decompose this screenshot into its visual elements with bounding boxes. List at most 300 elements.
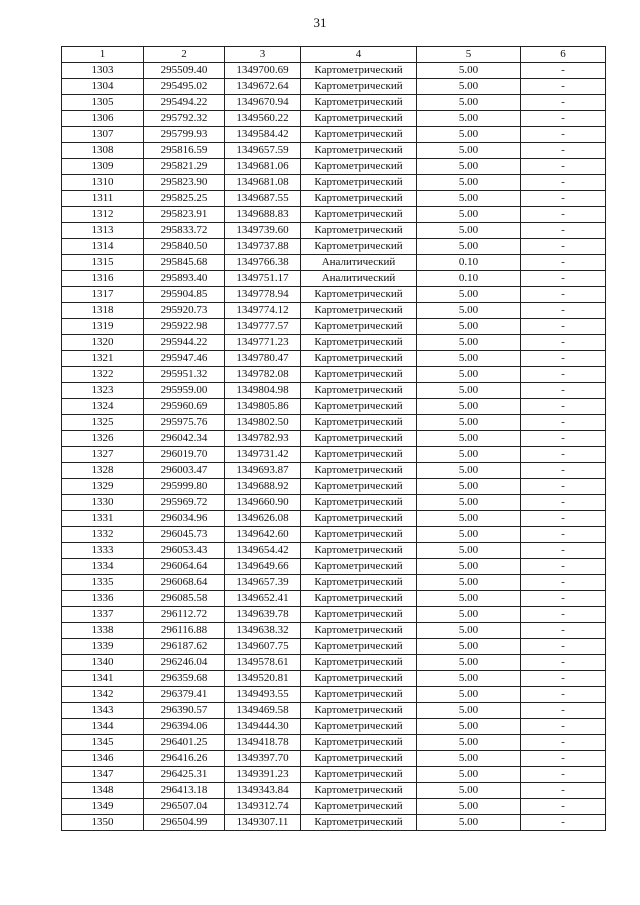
method-cell: Картометрический bbox=[301, 111, 417, 127]
note-cell: - bbox=[521, 495, 606, 511]
table-row bbox=[62, 463, 606, 479]
point-number-cell: 1314 bbox=[62, 239, 144, 255]
x-coordinate-cell: 296003.47 bbox=[144, 463, 225, 479]
note-cell: - bbox=[521, 287, 606, 303]
table-row bbox=[62, 591, 606, 607]
accuracy-cell: 5.00 bbox=[417, 79, 521, 95]
accuracy-cell: 5.00 bbox=[417, 591, 521, 607]
point-number-cell: 1317 bbox=[62, 287, 144, 303]
method-cell: Картометрический bbox=[301, 623, 417, 639]
x-coordinate-cell: 295821.29 bbox=[144, 159, 225, 175]
y-coordinate-cell: 1349751.17 bbox=[225, 271, 301, 287]
method-cell: Картометрический bbox=[301, 751, 417, 767]
point-number-cell: 1334 bbox=[62, 559, 144, 575]
method-cell: Картометрический bbox=[301, 479, 417, 495]
y-coordinate-cell: 1349780.47 bbox=[225, 351, 301, 367]
x-coordinate-cell: 295951.32 bbox=[144, 367, 225, 383]
accuracy-cell: 5.00 bbox=[417, 383, 521, 399]
column-header: 4 bbox=[301, 47, 417, 63]
point-number-cell: 1312 bbox=[62, 207, 144, 223]
x-coordinate-cell: 296413.18 bbox=[144, 783, 225, 799]
point-number-cell: 1348 bbox=[62, 783, 144, 799]
note-cell: - bbox=[521, 511, 606, 527]
note-cell: - bbox=[521, 335, 606, 351]
x-coordinate-cell: 295959.00 bbox=[144, 383, 225, 399]
note-cell: - bbox=[521, 751, 606, 767]
method-cell: Картометрический bbox=[301, 463, 417, 479]
x-coordinate-cell: 295960.69 bbox=[144, 399, 225, 415]
table-row bbox=[62, 671, 606, 687]
method-cell: Картометрический bbox=[301, 63, 417, 79]
x-coordinate-cell: 295833.72 bbox=[144, 223, 225, 239]
method-cell: Картометрический bbox=[301, 431, 417, 447]
accuracy-cell: 5.00 bbox=[417, 815, 521, 831]
table-row bbox=[62, 751, 606, 767]
point-number-cell: 1318 bbox=[62, 303, 144, 319]
method-cell: Картометрический bbox=[301, 351, 417, 367]
accuracy-cell: 5.00 bbox=[417, 607, 521, 623]
note-cell: - bbox=[521, 111, 606, 127]
table-row bbox=[62, 367, 606, 383]
method-cell: Картометрический bbox=[301, 655, 417, 671]
y-coordinate-cell: 1349639.78 bbox=[225, 607, 301, 623]
point-number-cell: 1322 bbox=[62, 367, 144, 383]
point-number-cell: 1345 bbox=[62, 735, 144, 751]
method-cell: Картометрический bbox=[301, 815, 417, 831]
table-row bbox=[62, 239, 606, 255]
y-coordinate-cell: 1349700.69 bbox=[225, 63, 301, 79]
note-cell: - bbox=[521, 175, 606, 191]
method-cell: Картометрический bbox=[301, 399, 417, 415]
y-coordinate-cell: 1349660.90 bbox=[225, 495, 301, 511]
method-cell: Картометрический bbox=[301, 687, 417, 703]
x-coordinate-cell: 295823.91 bbox=[144, 207, 225, 223]
point-number-cell: 1328 bbox=[62, 463, 144, 479]
point-number-cell: 1309 bbox=[62, 159, 144, 175]
point-number-cell: 1303 bbox=[62, 63, 144, 79]
note-cell: - bbox=[521, 767, 606, 783]
x-coordinate-cell: 296401.25 bbox=[144, 735, 225, 751]
method-cell: Картометрический bbox=[301, 703, 417, 719]
method-cell: Картометрический bbox=[301, 527, 417, 543]
note-cell: - bbox=[521, 127, 606, 143]
accuracy-cell: 5.00 bbox=[417, 575, 521, 591]
x-coordinate-cell: 295969.72 bbox=[144, 495, 225, 511]
accuracy-cell: 5.00 bbox=[417, 319, 521, 335]
method-cell: Картометрический bbox=[301, 223, 417, 239]
table-row bbox=[62, 559, 606, 575]
table-row bbox=[62, 255, 606, 271]
accuracy-cell: 0.10 bbox=[417, 271, 521, 287]
point-number-cell: 1349 bbox=[62, 799, 144, 815]
point-number-cell: 1331 bbox=[62, 511, 144, 527]
method-cell: Картометрический bbox=[301, 559, 417, 575]
point-number-cell: 1325 bbox=[62, 415, 144, 431]
accuracy-cell: 5.00 bbox=[417, 447, 521, 463]
x-coordinate-cell: 295893.40 bbox=[144, 271, 225, 287]
x-coordinate-cell: 295904.85 bbox=[144, 287, 225, 303]
y-coordinate-cell: 1349607.75 bbox=[225, 639, 301, 655]
y-coordinate-cell: 1349520.81 bbox=[225, 671, 301, 687]
y-coordinate-cell: 1349771.23 bbox=[225, 335, 301, 351]
note-cell: - bbox=[521, 463, 606, 479]
accuracy-cell: 5.00 bbox=[417, 511, 521, 527]
y-coordinate-cell: 1349657.59 bbox=[225, 143, 301, 159]
x-coordinate-cell: 296394.06 bbox=[144, 719, 225, 735]
x-coordinate-cell: 296379.41 bbox=[144, 687, 225, 703]
x-coordinate-cell: 296068.64 bbox=[144, 575, 225, 591]
table-row bbox=[62, 223, 606, 239]
y-coordinate-cell: 1349397.70 bbox=[225, 751, 301, 767]
x-coordinate-cell: 296085.58 bbox=[144, 591, 225, 607]
coordinates-table bbox=[61, 46, 606, 831]
x-coordinate-cell: 295840.50 bbox=[144, 239, 225, 255]
point-number-cell: 1307 bbox=[62, 127, 144, 143]
x-coordinate-cell: 295922.98 bbox=[144, 319, 225, 335]
column-header: 2 bbox=[144, 47, 225, 63]
table-row bbox=[62, 767, 606, 783]
method-cell: Картометрический bbox=[301, 767, 417, 783]
method-cell: Картометрический bbox=[301, 719, 417, 735]
table-row bbox=[62, 143, 606, 159]
method-cell: Картометрический bbox=[301, 671, 417, 687]
y-coordinate-cell: 1349766.38 bbox=[225, 255, 301, 271]
note-cell: - bbox=[521, 207, 606, 223]
table-row bbox=[62, 63, 606, 79]
note-cell: - bbox=[521, 415, 606, 431]
method-cell: Картометрический bbox=[301, 175, 417, 191]
y-coordinate-cell: 1349584.42 bbox=[225, 127, 301, 143]
method-cell: Картометрический bbox=[301, 607, 417, 623]
accuracy-cell: 5.00 bbox=[417, 367, 521, 383]
accuracy-cell: 5.00 bbox=[417, 399, 521, 415]
point-number-cell: 1323 bbox=[62, 383, 144, 399]
note-cell: - bbox=[521, 367, 606, 383]
point-number-cell: 1326 bbox=[62, 431, 144, 447]
method-cell: Аналитический bbox=[301, 271, 417, 287]
note-cell: - bbox=[521, 303, 606, 319]
table-row bbox=[62, 159, 606, 175]
table-row bbox=[62, 335, 606, 351]
point-number-cell: 1347 bbox=[62, 767, 144, 783]
x-coordinate-cell: 296112.72 bbox=[144, 607, 225, 623]
x-coordinate-cell: 295975.76 bbox=[144, 415, 225, 431]
y-coordinate-cell: 1349649.66 bbox=[225, 559, 301, 575]
point-number-cell: 1350 bbox=[62, 815, 144, 831]
x-coordinate-cell: 295494.22 bbox=[144, 95, 225, 111]
note-cell: - bbox=[521, 479, 606, 495]
y-coordinate-cell: 1349578.61 bbox=[225, 655, 301, 671]
y-coordinate-cell: 1349681.08 bbox=[225, 175, 301, 191]
table-body bbox=[62, 63, 606, 831]
table-row bbox=[62, 783, 606, 799]
method-cell: Картометрический bbox=[301, 383, 417, 399]
y-coordinate-cell: 1349307.11 bbox=[225, 815, 301, 831]
point-number-cell: 1337 bbox=[62, 607, 144, 623]
table-row bbox=[62, 175, 606, 191]
method-cell: Картометрический bbox=[301, 95, 417, 111]
note-cell: - bbox=[521, 559, 606, 575]
y-coordinate-cell: 1349693.87 bbox=[225, 463, 301, 479]
note-cell: - bbox=[521, 799, 606, 815]
note-cell: - bbox=[521, 319, 606, 335]
method-cell: Картометрический bbox=[301, 543, 417, 559]
accuracy-cell: 5.00 bbox=[417, 623, 521, 639]
y-coordinate-cell: 1349418.78 bbox=[225, 735, 301, 751]
page-number: 31 bbox=[313, 15, 327, 30]
x-coordinate-cell: 296034.96 bbox=[144, 511, 225, 527]
y-coordinate-cell: 1349687.55 bbox=[225, 191, 301, 207]
point-number-cell: 1344 bbox=[62, 719, 144, 735]
table-row bbox=[62, 319, 606, 335]
table-row bbox=[62, 543, 606, 559]
x-coordinate-cell: 295509.40 bbox=[144, 63, 225, 79]
note-cell: - bbox=[521, 191, 606, 207]
accuracy-cell: 5.00 bbox=[417, 751, 521, 767]
x-coordinate-cell: 296359.68 bbox=[144, 671, 225, 687]
point-number-cell: 1340 bbox=[62, 655, 144, 671]
column-header: 1 bbox=[62, 47, 144, 63]
method-cell: Картометрический bbox=[301, 335, 417, 351]
y-coordinate-cell: 1349657.39 bbox=[225, 575, 301, 591]
x-coordinate-cell: 295495.02 bbox=[144, 79, 225, 95]
y-coordinate-cell: 1349493.55 bbox=[225, 687, 301, 703]
y-coordinate-cell: 1349739.60 bbox=[225, 223, 301, 239]
method-cell: Картометрический bbox=[301, 239, 417, 255]
table-row bbox=[62, 399, 606, 415]
x-coordinate-cell: 295920.73 bbox=[144, 303, 225, 319]
note-cell: - bbox=[521, 815, 606, 831]
y-coordinate-cell: 1349778.94 bbox=[225, 287, 301, 303]
x-coordinate-cell: 296187.62 bbox=[144, 639, 225, 655]
y-coordinate-cell: 1349670.94 bbox=[225, 95, 301, 111]
y-coordinate-cell: 1349681.06 bbox=[225, 159, 301, 175]
method-cell: Картометрический bbox=[301, 783, 417, 799]
accuracy-cell: 5.00 bbox=[417, 703, 521, 719]
point-number-cell: 1341 bbox=[62, 671, 144, 687]
table-row bbox=[62, 351, 606, 367]
accuracy-cell: 5.00 bbox=[417, 207, 521, 223]
table-row bbox=[62, 287, 606, 303]
x-coordinate-cell: 295825.25 bbox=[144, 191, 225, 207]
table-row bbox=[62, 479, 606, 495]
y-coordinate-cell: 1349626.08 bbox=[225, 511, 301, 527]
y-coordinate-cell: 1349444.30 bbox=[225, 719, 301, 735]
table-row bbox=[62, 719, 606, 735]
x-coordinate-cell: 295845.68 bbox=[144, 255, 225, 271]
point-number-cell: 1311 bbox=[62, 191, 144, 207]
table-row bbox=[62, 703, 606, 719]
accuracy-cell: 5.00 bbox=[417, 767, 521, 783]
point-number-cell: 1306 bbox=[62, 111, 144, 127]
table-row bbox=[62, 79, 606, 95]
note-cell: - bbox=[521, 95, 606, 111]
table-row bbox=[62, 623, 606, 639]
note-cell: - bbox=[521, 623, 606, 639]
method-cell: Картометрический bbox=[301, 495, 417, 511]
y-coordinate-cell: 1349391.23 bbox=[225, 767, 301, 783]
table-row bbox=[62, 639, 606, 655]
note-cell: - bbox=[521, 351, 606, 367]
note-cell: - bbox=[521, 783, 606, 799]
y-coordinate-cell: 1349774.12 bbox=[225, 303, 301, 319]
table-row bbox=[62, 431, 606, 447]
accuracy-cell: 5.00 bbox=[417, 799, 521, 815]
accuracy-cell: 5.00 bbox=[417, 191, 521, 207]
note-cell: - bbox=[521, 527, 606, 543]
note-cell: - bbox=[521, 271, 606, 287]
accuracy-cell: 5.00 bbox=[417, 639, 521, 655]
table-row bbox=[62, 687, 606, 703]
note-cell: - bbox=[521, 671, 606, 687]
method-cell: Картометрический bbox=[301, 447, 417, 463]
note-cell: - bbox=[521, 255, 606, 271]
accuracy-cell: 0.10 bbox=[417, 255, 521, 271]
point-number-cell: 1333 bbox=[62, 543, 144, 559]
point-number-cell: 1324 bbox=[62, 399, 144, 415]
y-coordinate-cell: 1349672.64 bbox=[225, 79, 301, 95]
column-header: 6 bbox=[521, 47, 606, 63]
table-row bbox=[62, 191, 606, 207]
note-cell: - bbox=[521, 399, 606, 415]
note-cell: - bbox=[521, 223, 606, 239]
table-row bbox=[62, 127, 606, 143]
accuracy-cell: 5.00 bbox=[417, 463, 521, 479]
y-coordinate-cell: 1349804.98 bbox=[225, 383, 301, 399]
point-number-cell: 1338 bbox=[62, 623, 144, 639]
y-coordinate-cell: 1349731.42 bbox=[225, 447, 301, 463]
y-coordinate-cell: 1349802.50 bbox=[225, 415, 301, 431]
point-number-cell: 1304 bbox=[62, 79, 144, 95]
note-cell: - bbox=[521, 431, 606, 447]
x-coordinate-cell: 295947.46 bbox=[144, 351, 225, 367]
point-number-cell: 1339 bbox=[62, 639, 144, 655]
point-number-cell: 1342 bbox=[62, 687, 144, 703]
note-cell: - bbox=[521, 639, 606, 655]
accuracy-cell: 5.00 bbox=[417, 415, 521, 431]
method-cell: Картометрический bbox=[301, 159, 417, 175]
y-coordinate-cell: 1349343.84 bbox=[225, 783, 301, 799]
note-cell: - bbox=[521, 575, 606, 591]
x-coordinate-cell: 296045.73 bbox=[144, 527, 225, 543]
table-row bbox=[62, 415, 606, 431]
note-cell: - bbox=[521, 703, 606, 719]
table-row bbox=[62, 799, 606, 815]
note-cell: - bbox=[521, 543, 606, 559]
column-header: 3 bbox=[225, 47, 301, 63]
note-cell: - bbox=[521, 159, 606, 175]
note-cell: - bbox=[521, 143, 606, 159]
table-row bbox=[62, 495, 606, 511]
point-number-cell: 1343 bbox=[62, 703, 144, 719]
table-row bbox=[62, 527, 606, 543]
point-number-cell: 1330 bbox=[62, 495, 144, 511]
y-coordinate-cell: 1349782.93 bbox=[225, 431, 301, 447]
accuracy-cell: 5.00 bbox=[417, 223, 521, 239]
table-row bbox=[62, 271, 606, 287]
method-cell: Картометрический bbox=[301, 591, 417, 607]
accuracy-cell: 5.00 bbox=[417, 111, 521, 127]
table-row bbox=[62, 111, 606, 127]
table-row bbox=[62, 815, 606, 831]
accuracy-cell: 5.00 bbox=[417, 287, 521, 303]
x-coordinate-cell: 296053.43 bbox=[144, 543, 225, 559]
table-row bbox=[62, 447, 606, 463]
table-header-row bbox=[62, 47, 606, 63]
note-cell: - bbox=[521, 239, 606, 255]
y-coordinate-cell: 1349782.08 bbox=[225, 367, 301, 383]
point-number-cell: 1313 bbox=[62, 223, 144, 239]
accuracy-cell: 5.00 bbox=[417, 351, 521, 367]
point-number-cell: 1310 bbox=[62, 175, 144, 191]
table-row bbox=[62, 303, 606, 319]
point-number-cell: 1316 bbox=[62, 271, 144, 287]
x-coordinate-cell: 295944.22 bbox=[144, 335, 225, 351]
method-cell: Картометрический bbox=[301, 143, 417, 159]
method-cell: Картометрический bbox=[301, 319, 417, 335]
accuracy-cell: 5.00 bbox=[417, 143, 521, 159]
method-cell: Картометрический bbox=[301, 575, 417, 591]
method-cell: Картометрический bbox=[301, 207, 417, 223]
y-coordinate-cell: 1349805.86 bbox=[225, 399, 301, 415]
x-coordinate-cell: 295792.32 bbox=[144, 111, 225, 127]
method-cell: Аналитический bbox=[301, 255, 417, 271]
x-coordinate-cell: 295823.90 bbox=[144, 175, 225, 191]
y-coordinate-cell: 1349652.41 bbox=[225, 591, 301, 607]
x-coordinate-cell: 295799.93 bbox=[144, 127, 225, 143]
method-cell: Картометрический bbox=[301, 415, 417, 431]
method-cell: Картометрический bbox=[301, 287, 417, 303]
accuracy-cell: 5.00 bbox=[417, 543, 521, 559]
accuracy-cell: 5.00 bbox=[417, 63, 521, 79]
y-coordinate-cell: 1349560.22 bbox=[225, 111, 301, 127]
table-row bbox=[62, 207, 606, 223]
note-cell: - bbox=[521, 79, 606, 95]
note-cell: - bbox=[521, 591, 606, 607]
y-coordinate-cell: 1349312.74 bbox=[225, 799, 301, 815]
y-coordinate-cell: 1349642.60 bbox=[225, 527, 301, 543]
method-cell: Картометрический bbox=[301, 79, 417, 95]
method-cell: Картометрический bbox=[301, 303, 417, 319]
accuracy-cell: 5.00 bbox=[417, 175, 521, 191]
accuracy-cell: 5.00 bbox=[417, 527, 521, 543]
table-row bbox=[62, 575, 606, 591]
note-cell: - bbox=[521, 63, 606, 79]
point-number-cell: 1329 bbox=[62, 479, 144, 495]
accuracy-cell: 5.00 bbox=[417, 783, 521, 799]
x-coordinate-cell: 296507.04 bbox=[144, 799, 225, 815]
x-coordinate-cell: 295816.59 bbox=[144, 143, 225, 159]
y-coordinate-cell: 1349737.88 bbox=[225, 239, 301, 255]
method-cell: Картометрический bbox=[301, 127, 417, 143]
x-coordinate-cell: 296416.26 bbox=[144, 751, 225, 767]
x-coordinate-cell: 296390.57 bbox=[144, 703, 225, 719]
x-coordinate-cell: 296019.70 bbox=[144, 447, 225, 463]
note-cell: - bbox=[521, 607, 606, 623]
x-coordinate-cell: 295999.80 bbox=[144, 479, 225, 495]
method-cell: Картометрический bbox=[301, 735, 417, 751]
accuracy-cell: 5.00 bbox=[417, 431, 521, 447]
point-number-cell: 1346 bbox=[62, 751, 144, 767]
accuracy-cell: 5.00 bbox=[417, 735, 521, 751]
point-number-cell: 1327 bbox=[62, 447, 144, 463]
point-number-cell: 1321 bbox=[62, 351, 144, 367]
point-number-cell: 1308 bbox=[62, 143, 144, 159]
x-coordinate-cell: 296042.34 bbox=[144, 431, 225, 447]
accuracy-cell: 5.00 bbox=[417, 655, 521, 671]
point-number-cell: 1336 bbox=[62, 591, 144, 607]
accuracy-cell: 5.00 bbox=[417, 95, 521, 111]
